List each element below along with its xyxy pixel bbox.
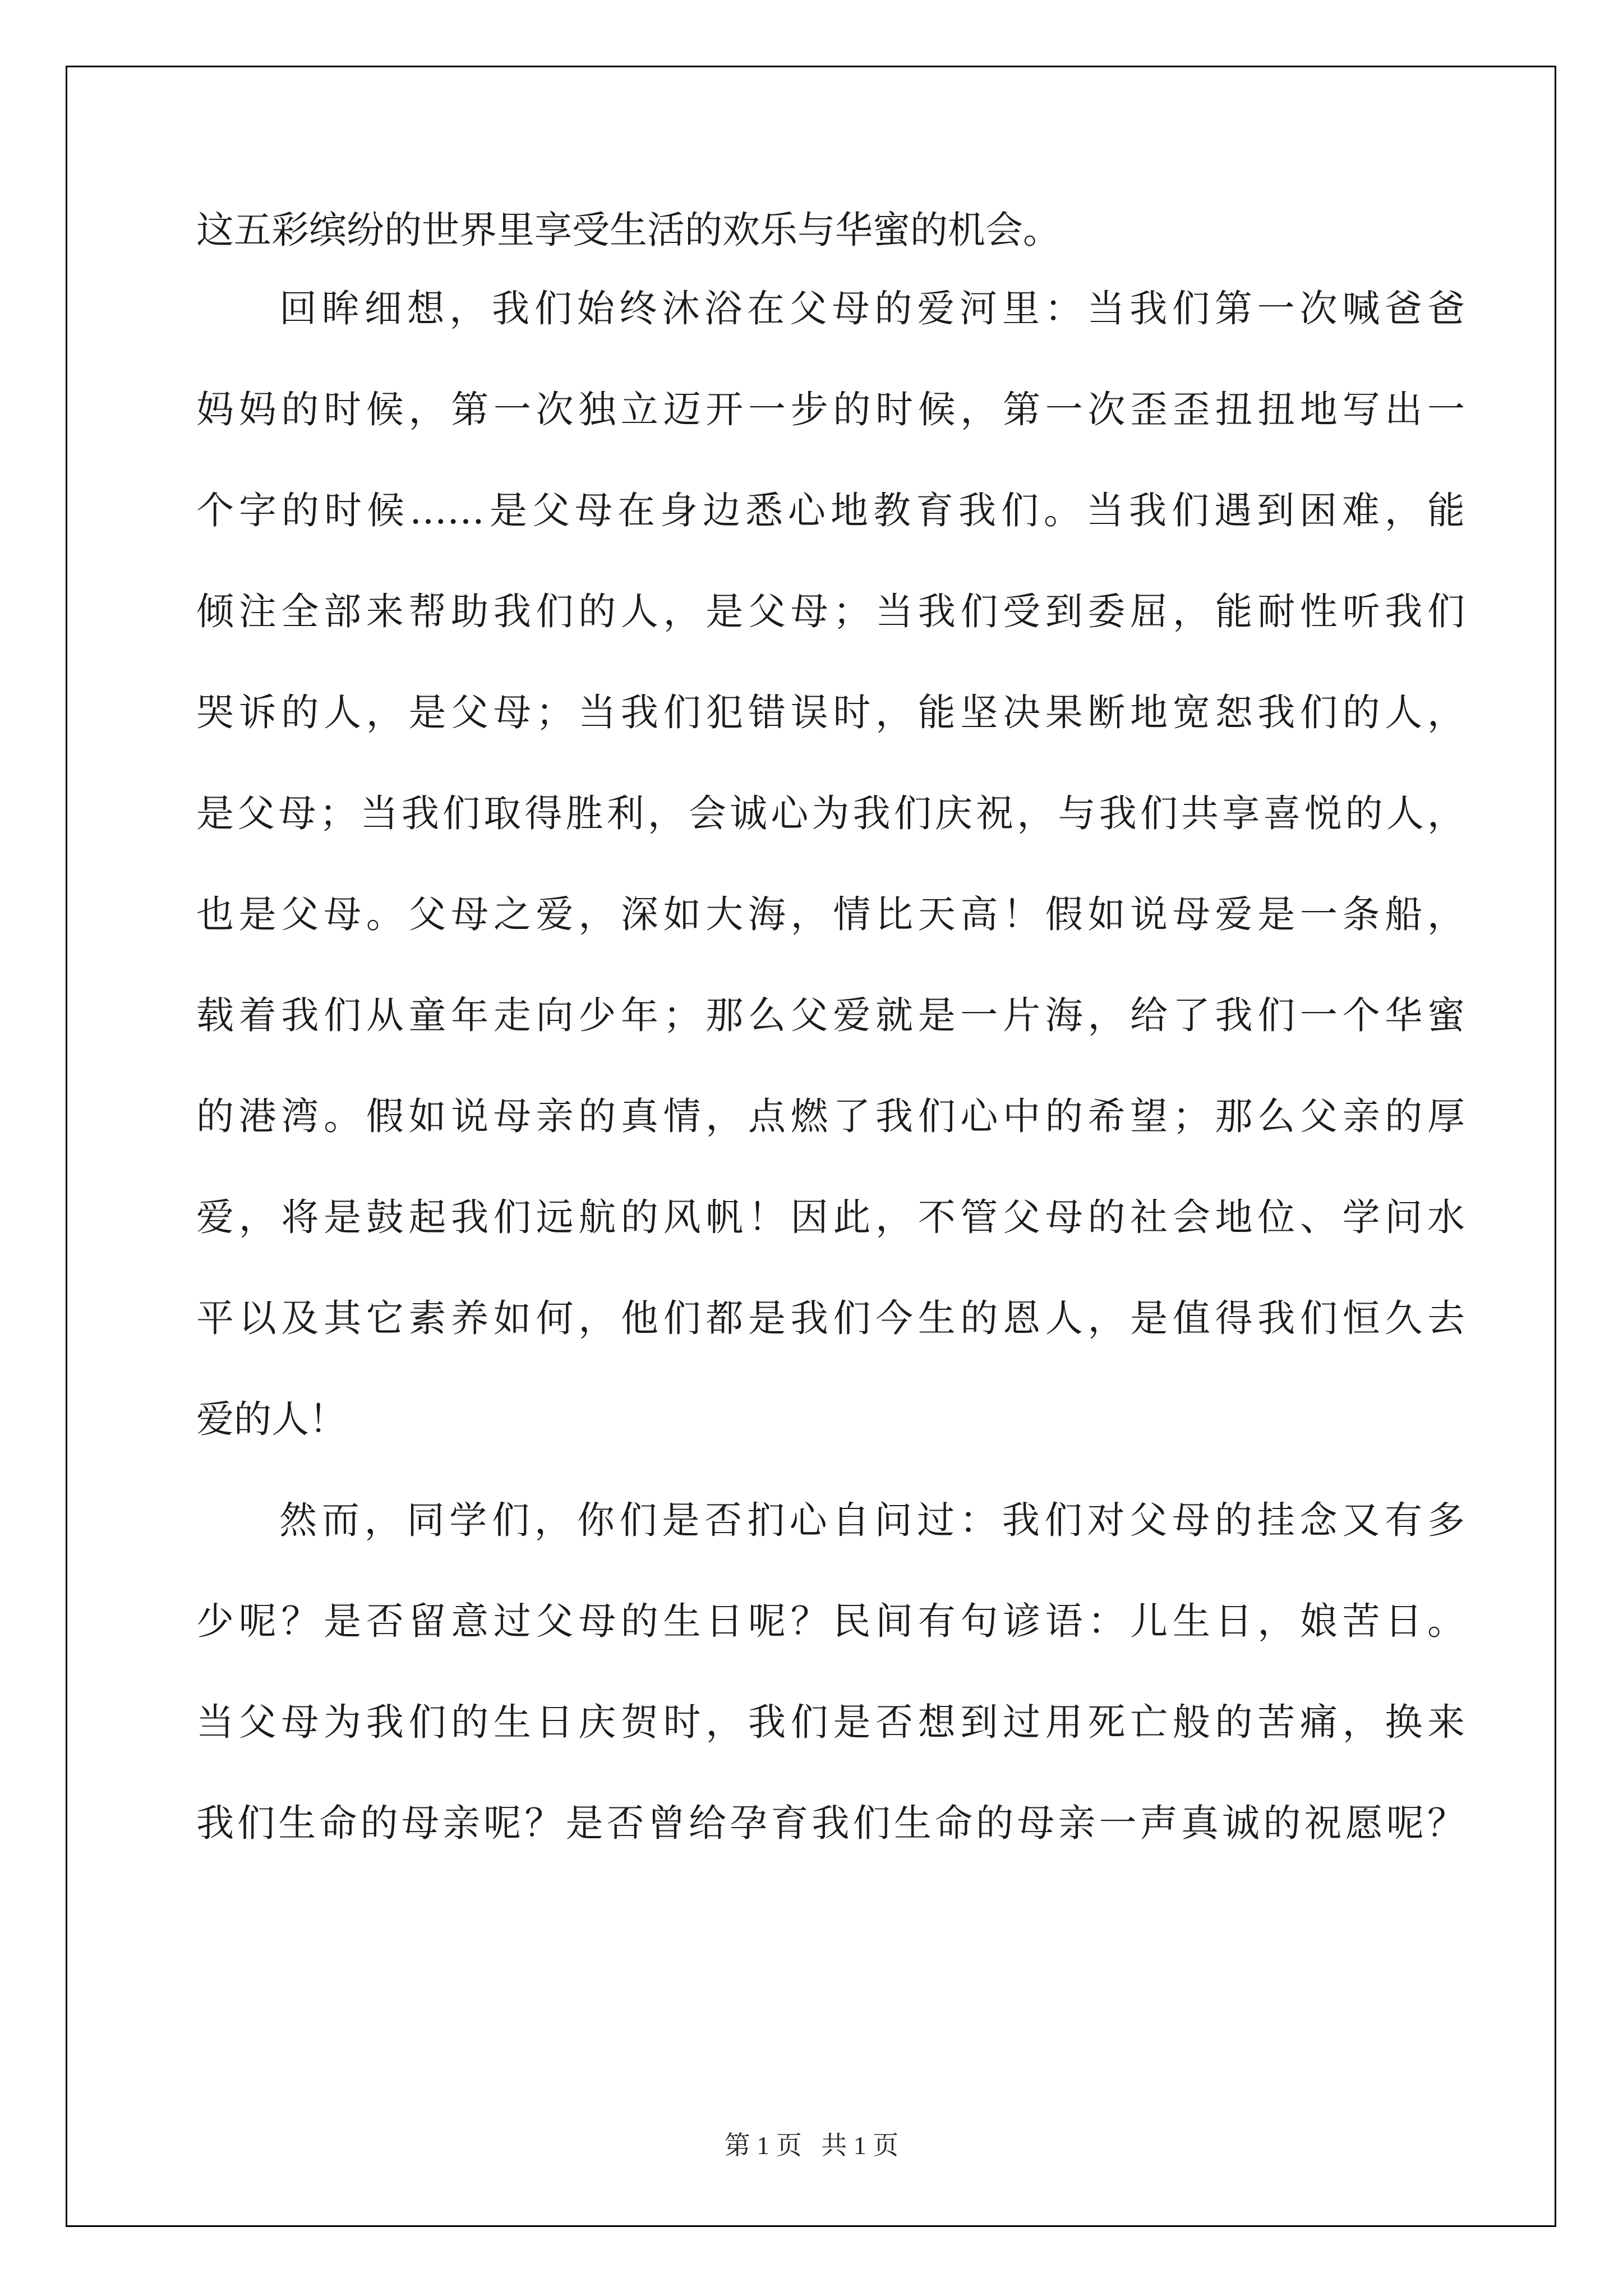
page-total: 共 1 页	[821, 2131, 899, 2160]
text-line: 个字的时候……是父母在身边悉心地教育我们。当我们遇到困难，能	[196, 489, 1465, 532]
text-line: 我们生命的母亲呢？是否曾给孕育我们生命的母亲一声真诚的祝愿呢？	[196, 1801, 1465, 1845]
text-line: 这五彩缤纷的世界里享受生活的欢乐与华蜜的机会。	[196, 208, 1061, 252]
page-number: 第 1 页	[724, 2131, 802, 2160]
text-line: 也是父母。父母之爱，深如大海，情比天高！假如说母爱是一条船，	[196, 892, 1465, 936]
text-line: 妈妈的时候，第一次独立迈开一步的时候，第一次歪歪扭扭地写出一	[196, 388, 1465, 431]
text-line: 倾注全部来帮助我们的人，是父母；当我们受到委屈，能耐性听我们	[196, 590, 1465, 633]
text-line: 爱的人！	[196, 1397, 347, 1441]
text-line: 爱，将是鼓起我们远航的风帆！因此，不管父母的社会地位、学问水	[196, 1195, 1465, 1239]
text-line: 当父母为我们的生日庆贺时，我们是否想到过用死亡般的苦痛，换来	[196, 1700, 1465, 1744]
text-line: 载着我们从童年走向少年；那么父爱就是一片海，给了我们一个华蜜	[196, 993, 1465, 1037]
text-line: 的港湾。假如说母亲的真情，点燃了我们心中的希望；那么父亲的厚	[196, 1094, 1465, 1138]
text-line: 回眸细想，我们始终沐浴在父母的爱河里：当我们第一次喊爸爸	[279, 287, 1465, 330]
document-body	[196, 202, 1465, 1874]
text-line: 哭诉的人，是父母；当我们犯错误时，能坚决果断地宽恕我们的人，	[196, 691, 1465, 734]
text-line: 是父母；当我们取得胜利，会诚心为我们庆祝，与我们共享喜悦的人，	[196, 792, 1465, 835]
text-line: 平以及其它素养如何，他们都是我们今生的恩人，是值得我们恒久去	[196, 1296, 1465, 1340]
text-line: 然而，同学们，你们是否扪心自问过：我们对父母的挂念又有多	[279, 1498, 1465, 1542]
page-footer	[0, 2129, 1623, 2162]
text-line: 少呢？是否留意过父母的生日呢？民间有句谚语：儿生日，娘苦日。	[196, 1599, 1465, 1643]
